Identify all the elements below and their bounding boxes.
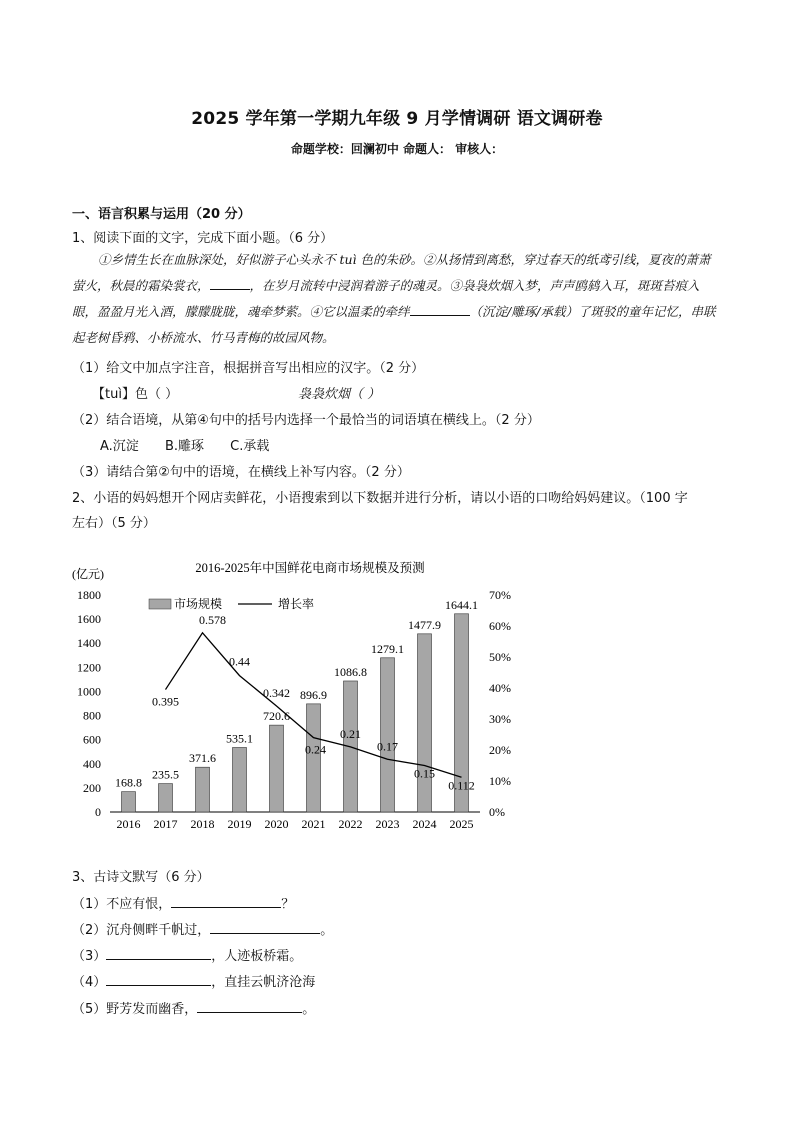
y-tick-label: 1600	[77, 612, 101, 627]
poem-item-after: ？	[281, 897, 295, 912]
poem-item	[72, 998, 315, 1017]
poem-item	[72, 971, 315, 990]
poem-item	[72, 893, 294, 912]
bar-value-label: 896.9	[300, 687, 327, 702]
y2-tick-label: 50%	[489, 650, 511, 664]
poem-item	[72, 919, 333, 938]
market-size-bar	[159, 784, 173, 812]
poem-item-number: （2）	[72, 923, 107, 938]
bar-value-label: 1644.1	[445, 597, 478, 612]
y2-tick-label: 10%	[489, 774, 511, 788]
option-a: A.沉淀	[100, 439, 139, 454]
market-size-bar	[270, 725, 284, 812]
y2-tick-label: 30%	[489, 712, 511, 726]
y-tick-label: 600	[83, 732, 101, 747]
y-tick-label: 1200	[77, 660, 101, 675]
question-2-stem-line-1: 2、小语的妈妈想开个网店卖鲜花，小语搜索到以下数据并进行分析，请以小语的口吻给妈妈建议。（100 字	[72, 491, 688, 506]
x-tick-label: 2023	[375, 817, 400, 831]
x-tick-label: 2021	[301, 817, 326, 831]
growth-rate-label: 0.44	[229, 654, 250, 669]
poem-answer-blank[interactable]	[106, 947, 211, 960]
market-size-bar	[381, 658, 395, 812]
poem-answer-blank[interactable]	[106, 973, 211, 986]
section-heading: 一、语言积累与运用（20 分）	[72, 207, 251, 222]
x-tick-label: 2025	[449, 817, 474, 831]
growth-rate-label: 0.17	[377, 739, 398, 754]
poem-item-number: （4）	[72, 975, 107, 990]
question-2-stem-line-2: 左右）（5 分）	[72, 516, 156, 531]
poem-item-after: ，人迹板桥霜。	[211, 949, 303, 964]
option-c: C.承载	[230, 439, 270, 454]
growth-rate-label: 0.112	[448, 778, 475, 793]
question-3-stem: 3、古诗文默写（6 分）	[72, 870, 210, 885]
y-tick-label: 200	[83, 780, 101, 795]
y2-tick-label: 40%	[489, 681, 511, 695]
growth-rate-label: 0.395	[152, 694, 179, 709]
chart-legend	[149, 596, 314, 611]
market-size-bar	[307, 704, 321, 812]
growth-rate-label: 0.342	[263, 685, 290, 700]
market-size-bar	[418, 634, 432, 812]
x-tick-label: 2017	[153, 817, 178, 831]
growth-rate-label: 0.24	[305, 742, 326, 757]
y2-tick-label: 70%	[489, 588, 511, 602]
x-tick-label: 2022	[338, 817, 363, 831]
growth-rate-label: 0.578	[199, 612, 226, 627]
poem-item-after: 。	[302, 1002, 316, 1017]
y2-tick-label: 60%	[489, 619, 511, 633]
legend-bar-label: 市场规模	[174, 597, 223, 611]
chart-title: 2016-2025年中国鲜花电商市场规模及预测	[195, 561, 425, 575]
legend-line-label: 增长率	[278, 597, 315, 611]
y-tick-label: 1800	[77, 588, 101, 602]
bar-value-label: 1086.8	[334, 664, 367, 679]
page-meta: 命题学校：回澜初中 命题人： 审核人：	[290, 142, 504, 156]
passage-blank-1[interactable]	[210, 277, 250, 290]
question-1-passage	[72, 247, 722, 351]
poem-answer-blank[interactable]	[210, 921, 320, 934]
market-size-bar	[122, 792, 136, 812]
page-title: 2025 学年第一学期九年级 9 月学情调研 语文调研卷	[191, 109, 603, 129]
poem-item-after: ，直挂云帆济沧海	[211, 975, 316, 990]
option-b: B.雕琢	[164, 439, 205, 454]
question-1-sub-1: （1）给文中加点字注音，根据拼音写出相应的汉字。（2 分）	[72, 361, 425, 376]
x-tick-label: 2019	[227, 817, 252, 831]
bar-value-label: 1279.1	[371, 641, 404, 656]
question-1-sub-2: （2）结合语境，从第④句中的括号内选择一个最恰当的词语填在横线上。（2 分）	[72, 413, 540, 428]
y2-tick-label: 0%	[489, 805, 505, 819]
question-1-sub-3: （3）请结合第②句中的语境，在横线上补写内容。（2 分）	[72, 465, 410, 480]
y-tick-label: 1000	[77, 684, 101, 699]
bar-value-label: 371.6	[189, 751, 216, 766]
option-list	[100, 435, 291, 454]
pinyin-item-b: 袅袅炊烟（ ）	[298, 387, 381, 402]
poem-item-number: （5）	[72, 1002, 107, 1017]
bar-value-label: 720.6	[263, 709, 290, 724]
passage-part-1: ①乡情生长在血脉深处，好似游子心头永不 tuì 色的朱砂。②从扬情到离愁，穿过春天的纸鸢引线，夏夜的萧萧萤火，秋晨的霜染裳衣，	[72, 252, 711, 293]
poem-item-number: （1）	[72, 897, 107, 912]
x-tick-label: 2024	[412, 817, 437, 831]
x-tick-label: 2016	[116, 817, 141, 831]
poem-answer-blank[interactable]	[197, 1000, 302, 1013]
chart-y-axis-label: (亿元)	[72, 567, 104, 581]
y-tick-label: 800	[83, 708, 101, 723]
poem-item-before: 沉舟侧畔千帆过，	[106, 923, 211, 938]
bar-value-label: 235.5	[152, 767, 179, 782]
market-size-bar	[233, 747, 247, 812]
y-tick-label: 0	[95, 805, 101, 819]
poem-item-before: 不应有恨，	[106, 897, 172, 912]
poem-item-after: 。	[320, 923, 334, 938]
bar-value-label: 168.8	[115, 775, 142, 790]
growth-rate-label: 0.21	[340, 726, 361, 741]
bar-value-label: 535.1	[226, 731, 253, 746]
question-1-stem: 1、阅读下面的文字，完成下面小题。（6 分）	[72, 231, 334, 246]
y-tick-label: 1400	[77, 636, 101, 651]
bar-value-label: 1477.9	[408, 617, 441, 632]
pinyin-item-a: 【tuì】色（ ）	[92, 387, 179, 402]
passage-blank-2[interactable]	[410, 303, 470, 316]
y-tick-label: 400	[83, 756, 101, 771]
passage-part-3: （沉淀/雕琢/承载）了斑驳的童年记忆，串联起老树昏鸦、小桥流水、竹马青梅的故园风物。	[72, 304, 716, 345]
y2-tick-label: 20%	[489, 743, 511, 757]
flower-ecommerce-chart	[60, 555, 530, 840]
legend-bar-swatch	[149, 599, 171, 609]
growth-rate-label: 0.15	[414, 766, 435, 781]
poem-item	[72, 945, 302, 964]
x-tick-label: 2020	[264, 817, 289, 831]
market-size-bar	[196, 767, 210, 812]
x-tick-label: 2018	[190, 817, 215, 831]
poem-item-number: （3）	[72, 949, 107, 964]
passage-part-2: ，在岁月流转中浸润着游子的魂灵。③袅袅炊烟入梦，声声鸥鸫入耳，斑斑苔痕入眼，盈盈月光入酒，朦朦胧胧，魂牵梦萦。④它以温柔的牵绊	[72, 278, 700, 319]
poem-item-before: 野芳发而幽香，	[106, 1002, 198, 1017]
poem-answer-blank[interactable]	[171, 895, 281, 908]
